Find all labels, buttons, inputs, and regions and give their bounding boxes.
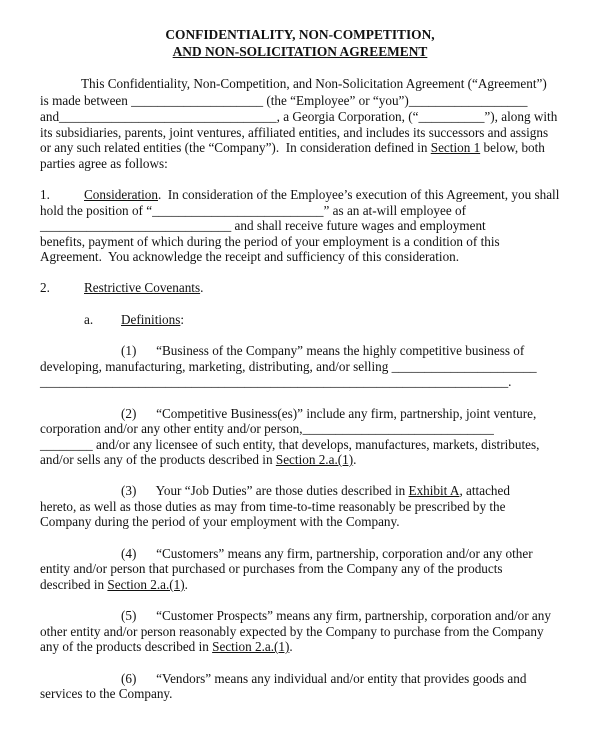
subsection-a-heading: Definitions — [121, 312, 181, 327]
section-2-heading-tail: . — [200, 280, 204, 295]
section-1-line-5: Agreement. You acknowledge the receipt and sufficiency of this consideration. — [40, 249, 460, 264]
section-1-heading: Consideration — [84, 187, 158, 202]
definition-5-line-1: (5) “Customer Prospects” means any firm, partnership, corporation and/or any — [121, 608, 551, 623]
definition-2-line-4-text: and/or sells any of the products described in — [40, 452, 276, 467]
document-title-line-2-text: AND NON-SOLICITATION AGREEMENT — [172, 44, 428, 59]
document-title-line-1: CONFIDENTIALITY, NON-COMPETITION, — [165, 27, 435, 42]
document-title-line-2 — [0, 44, 600, 60]
definition-4-line-1: (4) “Customers” means any firm, partnership, corporation and/or any other — [121, 546, 533, 561]
subsection-a-number: a. — [84, 312, 94, 327]
intro-line-6: parties agree as follows: — [40, 156, 168, 171]
definition-5-line-3-text: any of the products described in — [40, 639, 213, 654]
exhibit-a-link[interactable]: Exhibit A — [408, 483, 460, 498]
section-2a1-link[interactable]: Section 2.a.(1) — [275, 452, 354, 467]
definition-4-line-2: entity and/or person that purchased or purchases from the Company any of the products — [40, 561, 503, 576]
section-1-link[interactable]: Section 1 — [430, 140, 481, 155]
intro-line-5 — [40, 140, 545, 156]
definition-2-line-2: corporation and/or any other entity and/or person,_____________________________ — [40, 421, 494, 436]
definition-4-line-3-text: described in — [40, 577, 108, 592]
definition-3-line-3: Company during the period of your employment with the Company. — [40, 514, 400, 529]
section-1-line-3: _____________________________ and shall receive future wages and employment — [40, 218, 486, 233]
definition-6-line-1: (6) “Vendors” means any individual and/or entity that provides goods and — [121, 671, 527, 686]
intro-line-3: and_________________________________, a Georgia Corporation, (“__________”), along with — [40, 109, 558, 124]
section-2a1-link[interactable]: Section 2.a.(1) — [212, 639, 290, 654]
definition-3-line-1 — [121, 483, 510, 499]
definition-3-line-1-tail: , attached — [459, 483, 510, 498]
section-2-heading: Restrictive Covenants — [84, 280, 201, 295]
intro-line-4: its subsidiaries, parents, joint ventures, affiliated entities, and includes its successors and assigns — [40, 125, 549, 140]
intro-line-5-tail: below, both — [480, 140, 545, 155]
definition-3-line-2: hereto, as well as those duties as may from time-to-time reasonably be prescribed by the — [40, 499, 506, 514]
subsection-a-heading-tail: : — [180, 312, 185, 327]
definition-2-line-3: ________ and/or any licensee of such entity, that develops, manufactures, markets, distributes, — [40, 437, 540, 452]
definition-1-line-1: (1) “Business of the Company” means the highly competitive business of — [121, 343, 525, 358]
section-1-line-1 — [84, 187, 559, 203]
section-2-heading-line — [84, 280, 203, 296]
definition-4-line-3-tail: . — [184, 577, 188, 592]
definition-3-line-1-text: (3) Your “Job Duties” are those duties described in — [121, 483, 409, 498]
definition-5-line-3-tail: . — [289, 639, 293, 654]
section-1-number: 1. — [40, 187, 50, 202]
section-1-line-4: benefits, payment of which during the period of your employment is a condition of this — [40, 234, 500, 249]
section-1-line-1-text: . In consideration of the Employee’s execution of this Agreement, you shall — [158, 187, 560, 202]
subsection-a-heading-line — [121, 312, 184, 328]
definition-1-line-3: _______________________________________________________________________. — [40, 374, 512, 389]
definition-6-line-2: services to the Company. — [40, 686, 173, 701]
definition-5-line-3 — [40, 639, 293, 655]
section-1-line-2: hold the position of “__________________________” as an at-will employee of — [40, 203, 466, 218]
definition-5-line-2: other entity and/or person reasonably expected by the Company to purchase from the Company — [40, 624, 544, 639]
intro-line-2: is made between ____________________ (the “Employee” or “you”)__________________ — [40, 93, 528, 108]
intro-line-1: This Confidentiality, Non-Competition, and Non-Solicitation Agreement (“Agreement”) — [81, 76, 547, 91]
section-2a1-link[interactable]: Section 2.a.(1) — [107, 577, 185, 592]
definition-2-line-4-tail: . — [353, 452, 357, 467]
definition-4-line-3 — [40, 577, 188, 593]
definition-1-line-2: developing, manufacturing, marketing, distributing, and/or selling ______________________ — [40, 359, 537, 374]
intro-line-5-text: or any such related entities (the “Company”). In consideration defined in — [40, 140, 431, 155]
definition-2-line-1: (2) “Competitive Business(es)” include any firm, partnership, joint venture, — [121, 406, 537, 421]
section-2-number: 2. — [40, 280, 50, 295]
definition-2-line-4 — [40, 452, 356, 468]
